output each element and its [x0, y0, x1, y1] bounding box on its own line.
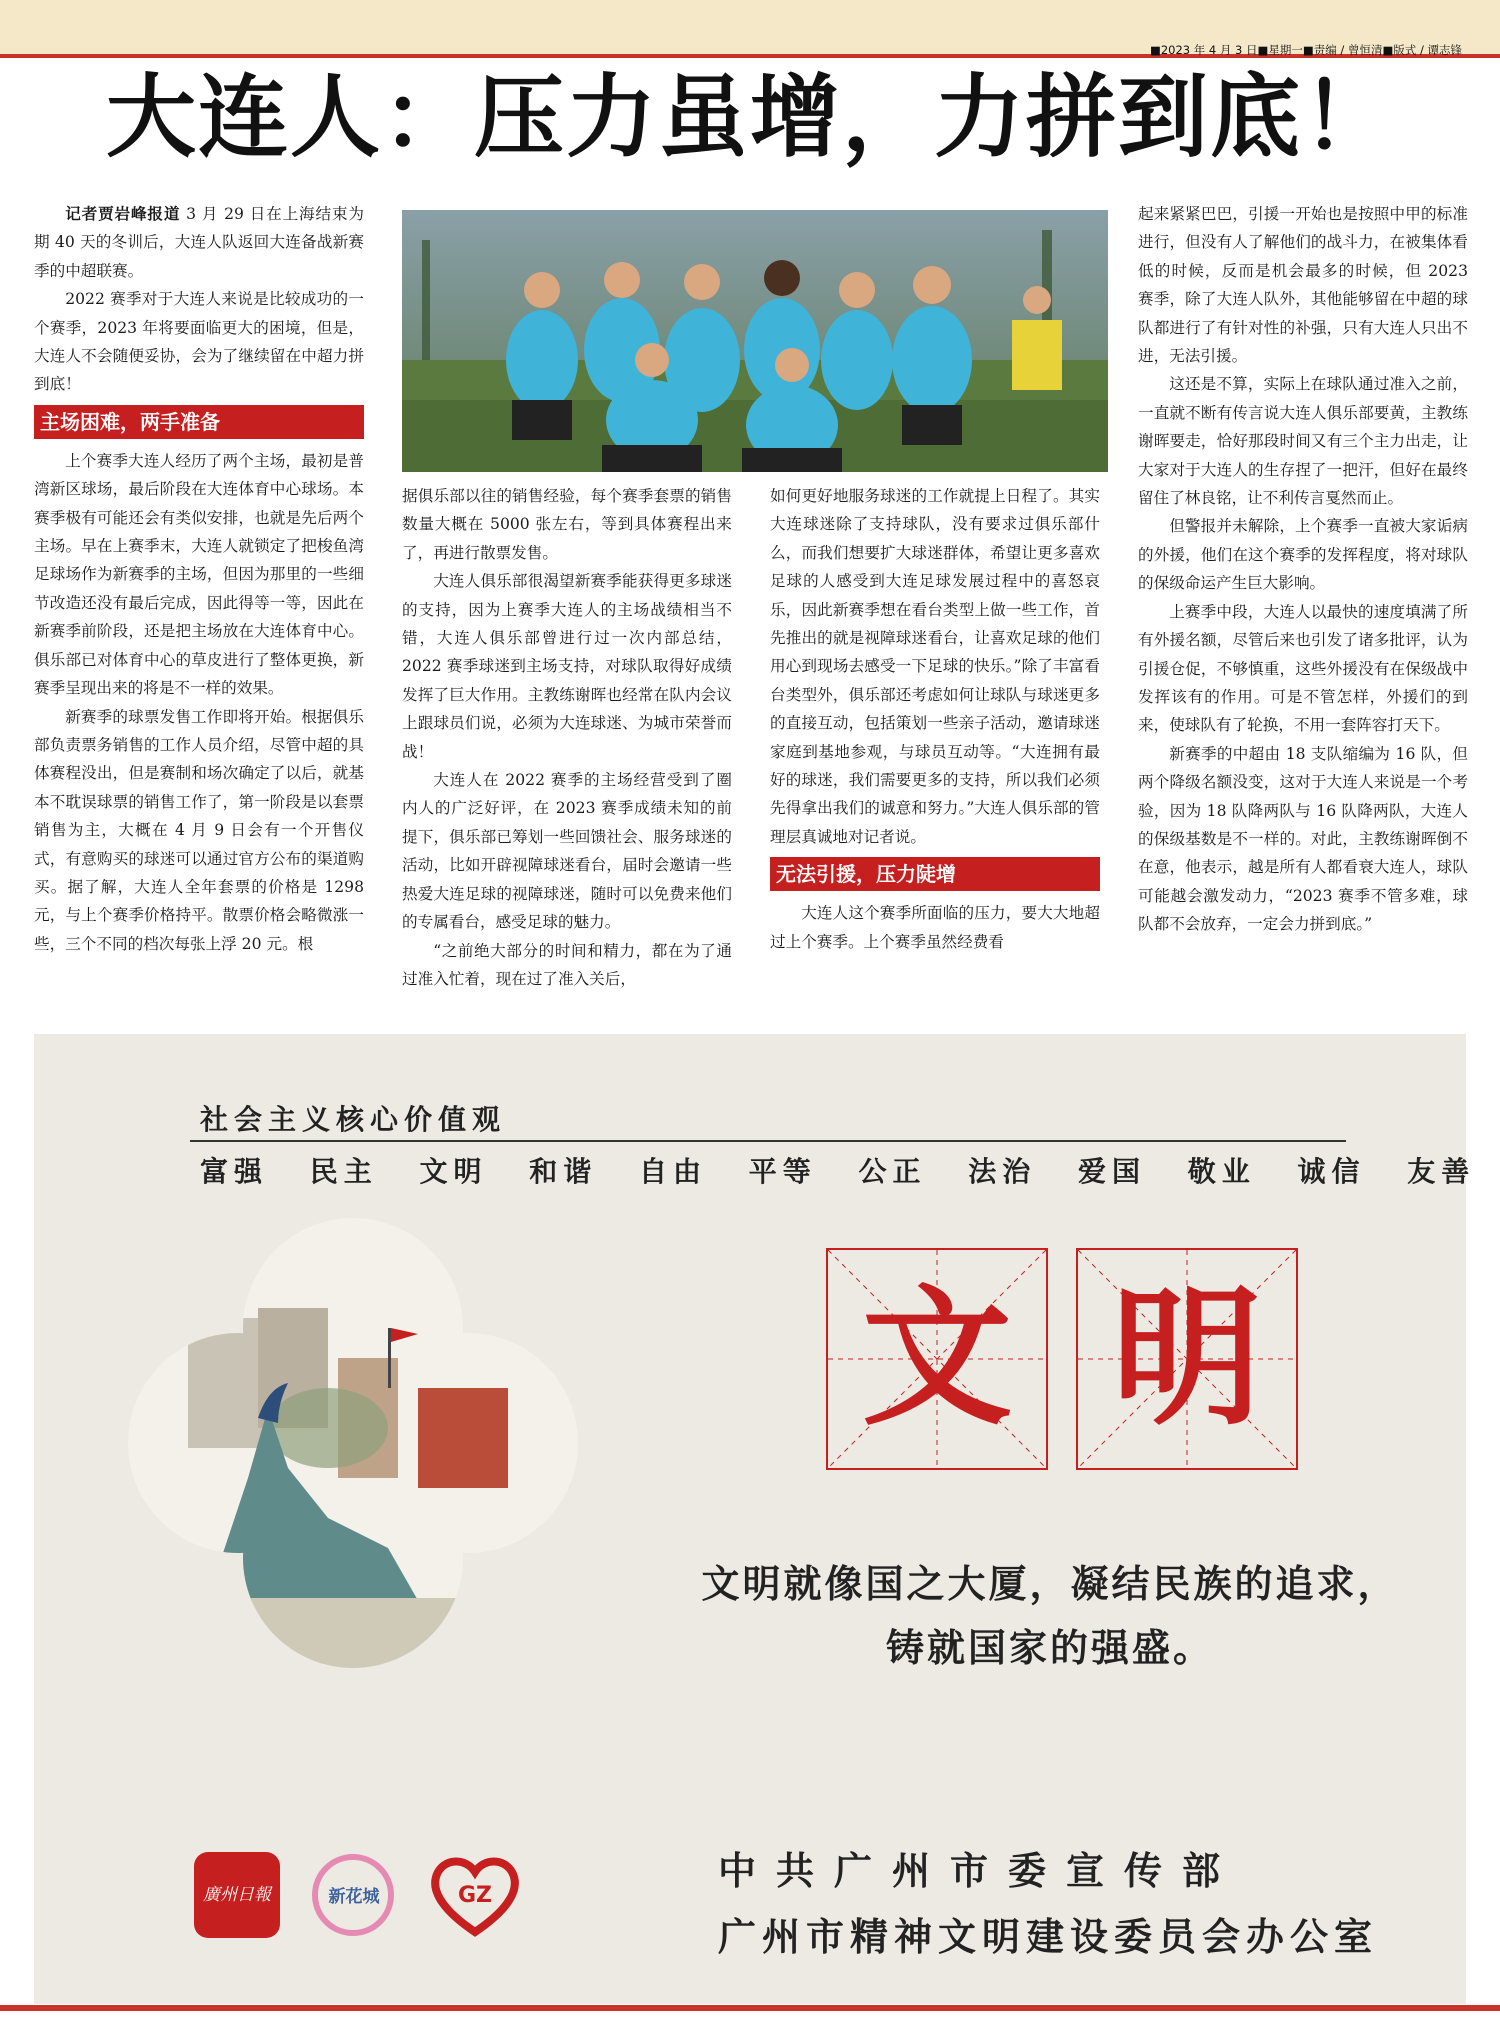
paragraph: 如何更好地服务球迷的工作就提上日程了。其实大连球迷除了支持球队，没有要求过俱乐部什么，而我们想要扩大球迷群体，希望让更多喜欢足球的人感受到大连足球发展过程中的喜怒哀乐，因此新赛季想在看台类型上做一些工作，首先推出的就是视障球迷看台，让喜欢足球的他们用心到现场去感受一下足球的快乐。”除了丰富看台类型外，俱乐部还考虑如何让球队与球迷更多的直接互动，包括策划一些亲子活动，邀请球迷家庭到基地参观，与球员互动等。“大连拥有最好的球迷，我们需要更多的支持，所以我们必须先得拿出我们的诚意和努力。”大连人俱乐部的管理层真诚地对记者说。	[770, 487, 1100, 846]
civilization-office: 广州市精神文明建设委员会办公室	[718, 1915, 1379, 1959]
lead-paragraph: 记者贾岩峰报道 3 月 29 日在上海结束为期 40 天的冬训后，大连人队返回大连备战新赛季的中超联赛。	[34, 205, 364, 280]
paragraph: 大连人俱乐部很渴望新赛季能获得更多球迷的支持，因为上赛季大连人的主场战绩相当不错，大连人俱乐部曾进行过一次内部总结，2022 赛季球迷到主场支持，对球队取得好成绩发挥了巨大作用。主教练谢晖也经常在队内会议上跟球员们说，必须为大连球迷、为城市荣誉而战！	[402, 572, 732, 761]
subhead-no-signings: 无法引援，压力陡增	[770, 857, 1100, 891]
xinhuacheng-logo: 新花城	[304, 1852, 404, 1938]
paragraph: 这还是不算，实际上在球队通过准入之前，一直就不断有传言说大连人俱乐部要黄，主教练谢晖要走，恰好那段时间又有三个主力出走，让大家对于大连人的生存捏了一把汗，但好在最终留住了林良铭，让不利传言戛然而止。	[1138, 375, 1468, 508]
slogan-line-2: 铸就国家的强盛。	[885, 1626, 1214, 1670]
core-values-title: 社会主义核心价值观	[200, 1103, 507, 1136]
paragraph: 上赛季中段，大连人以最快的速度填满了所有外援名额，尽管后来也引发了诸多批评，认为引援仓促，不够慎重，这些外援没有在保级战中发挥该有的作用。可是不管怎样，外援们的到来，使球队有了轮换，不用一套阵容打天下。	[1138, 602, 1468, 735]
team-photo-illustration	[402, 210, 1108, 472]
paragraph: 上个赛季大连人经历了两个主场，最初是普湾新区球场，最后阶段在大连体育中心球场。本赛季极有可能还会有类似安排，也就是先后两个主场。早在上赛季末，大连人就锁定了把梭鱼湾足球场作为新赛季的主场，但因为那里的一些细节改造还没有最后完成，因此得等一等，因此在新赛季前阶段，还是把主场放在大连体育中心。俱乐部已对体育中心的草皮进行了整体更换，新赛季呈现出来的将是不一样的效果。	[34, 451, 364, 698]
landmark-painting	[128, 1218, 578, 1668]
article-column-1	[34, 200, 364, 990]
team-photo	[402, 210, 1108, 472]
character-ming: 明	[1111, 1272, 1262, 1446]
footer-rule	[0, 2005, 1500, 2011]
guangzhou-daily-logo: 廣州日報	[194, 1852, 280, 1938]
paragraph: “之前绝大部分的时间和精力，都在为了通过准入忙着，现在过了准入关后，	[402, 941, 732, 988]
publicity-department: 中共广州市委宣传部	[718, 1849, 1241, 1893]
character-box-ming	[1076, 1248, 1298, 1470]
slogan-line-1: 文明就像国之大厦，凝结民族的追求，	[701, 1562, 1399, 1606]
core-values-list: 富强 民主 文明 和谐 自由 平等 公正 法治 爱国 敬业 诚信 友善	[200, 1155, 1476, 1188]
slogan	[600, 1552, 1500, 1680]
paragraph: 起来紧紧巴巴，引援一开始也是按照中甲的标准进行，但没有人了解他们的战斗力，在被集体看低的时候，反而是机会最多的时候，但 2023 赛季，除了大连人队外，其他能够留在中超的球队都进行了有针对性的补强，只有大连人只出不进，无法引援。	[1138, 205, 1468, 366]
character-wen: 文	[861, 1272, 1012, 1446]
dateline: ■2023 年 4 月 3 日■星期一■责编 / 曾恒清■版式 / 谭志锋	[1149, 43, 1462, 57]
paragraph: 据俱乐部以往的销售经验，每个赛季套票的销售数量大概在 5000 张左右，等到具体赛程出来了，再进行散票发售。	[402, 487, 732, 562]
paragraph: 2022 赛季对于大连人来说是比较成功的一个赛季，2023 年将要面临更大的困境，但是，大连人不会随便妥协，会为了继续留在中超力拼到底！	[34, 290, 364, 394]
paragraph: 新赛季的中超由 18 支队缩编为 16 队，但两个降级名额没变，这对于大连人来说是一个考验，因为 18 队降两队与 16 队降两队，大连人的保级基数是不一样的。对此，主教练谢晖倒不在意，他表示，越是所有人都看衰大连人，球队可能越会激发动力，“2023 赛季不管多难，球队都不会放弃，一定会力拼到底。”	[1138, 744, 1468, 934]
headline: 大连人：压力虽增，力拼到底！	[106, 65, 1394, 170]
paragraph: 新赛季的球票发售工作即将开始。根据俱乐部负责票务销售的工作人员介绍，尽管中超的具体赛程没出，但是赛制和场次确定了以后，就基本不耽误球票的销售工作了，第一阶段是以套票销售为主，大概在 4 月 9 日会有一个开售仪式，有意购买的球迷可以通过官方公布的渠道购买。据了解，大连人全年套票的价格是 1298 元，与上个赛季价格持平。散票价格会略微涨一些，三个不同的档次每张上浮 20 元。根	[34, 707, 364, 953]
paragraph: 大连人这个赛季所面临的压力，要大大地超过上个赛季。上个赛季虽然经费看	[770, 904, 1100, 951]
character-box-wen	[826, 1248, 1048, 1470]
paragraph: 但警报并未解除，上个赛季一直被大家诟病的外援，他们在这个赛季的发挥程度，将对球队的保级命运产生巨大影响。	[1138, 517, 1468, 593]
article-column-2	[402, 482, 732, 990]
divider	[190, 1140, 1346, 1142]
article-column-3	[770, 482, 1100, 990]
paragraph: 大连人在 2022 赛季的主场经营受到了圈内人的广泛好评，在 2023 赛季成绩未知的前提下，俱乐部已筹划一些回馈社会、服务球迷的活动，比如开辟视障球迷看台，届时会邀请一些热爱大连足球的视障球迷，随时可以免费来他们的专属看台，感受足球的魅力。	[402, 771, 732, 932]
gz-heart-logo	[428, 1852, 522, 1938]
gz-logo-text: GZ	[457, 1883, 493, 1908]
article-column-4	[1138, 200, 1468, 1030]
byline: 记者贾岩峰报道	[65, 205, 181, 223]
subhead-home-ground: 主场困难，两手准备	[34, 405, 364, 439]
